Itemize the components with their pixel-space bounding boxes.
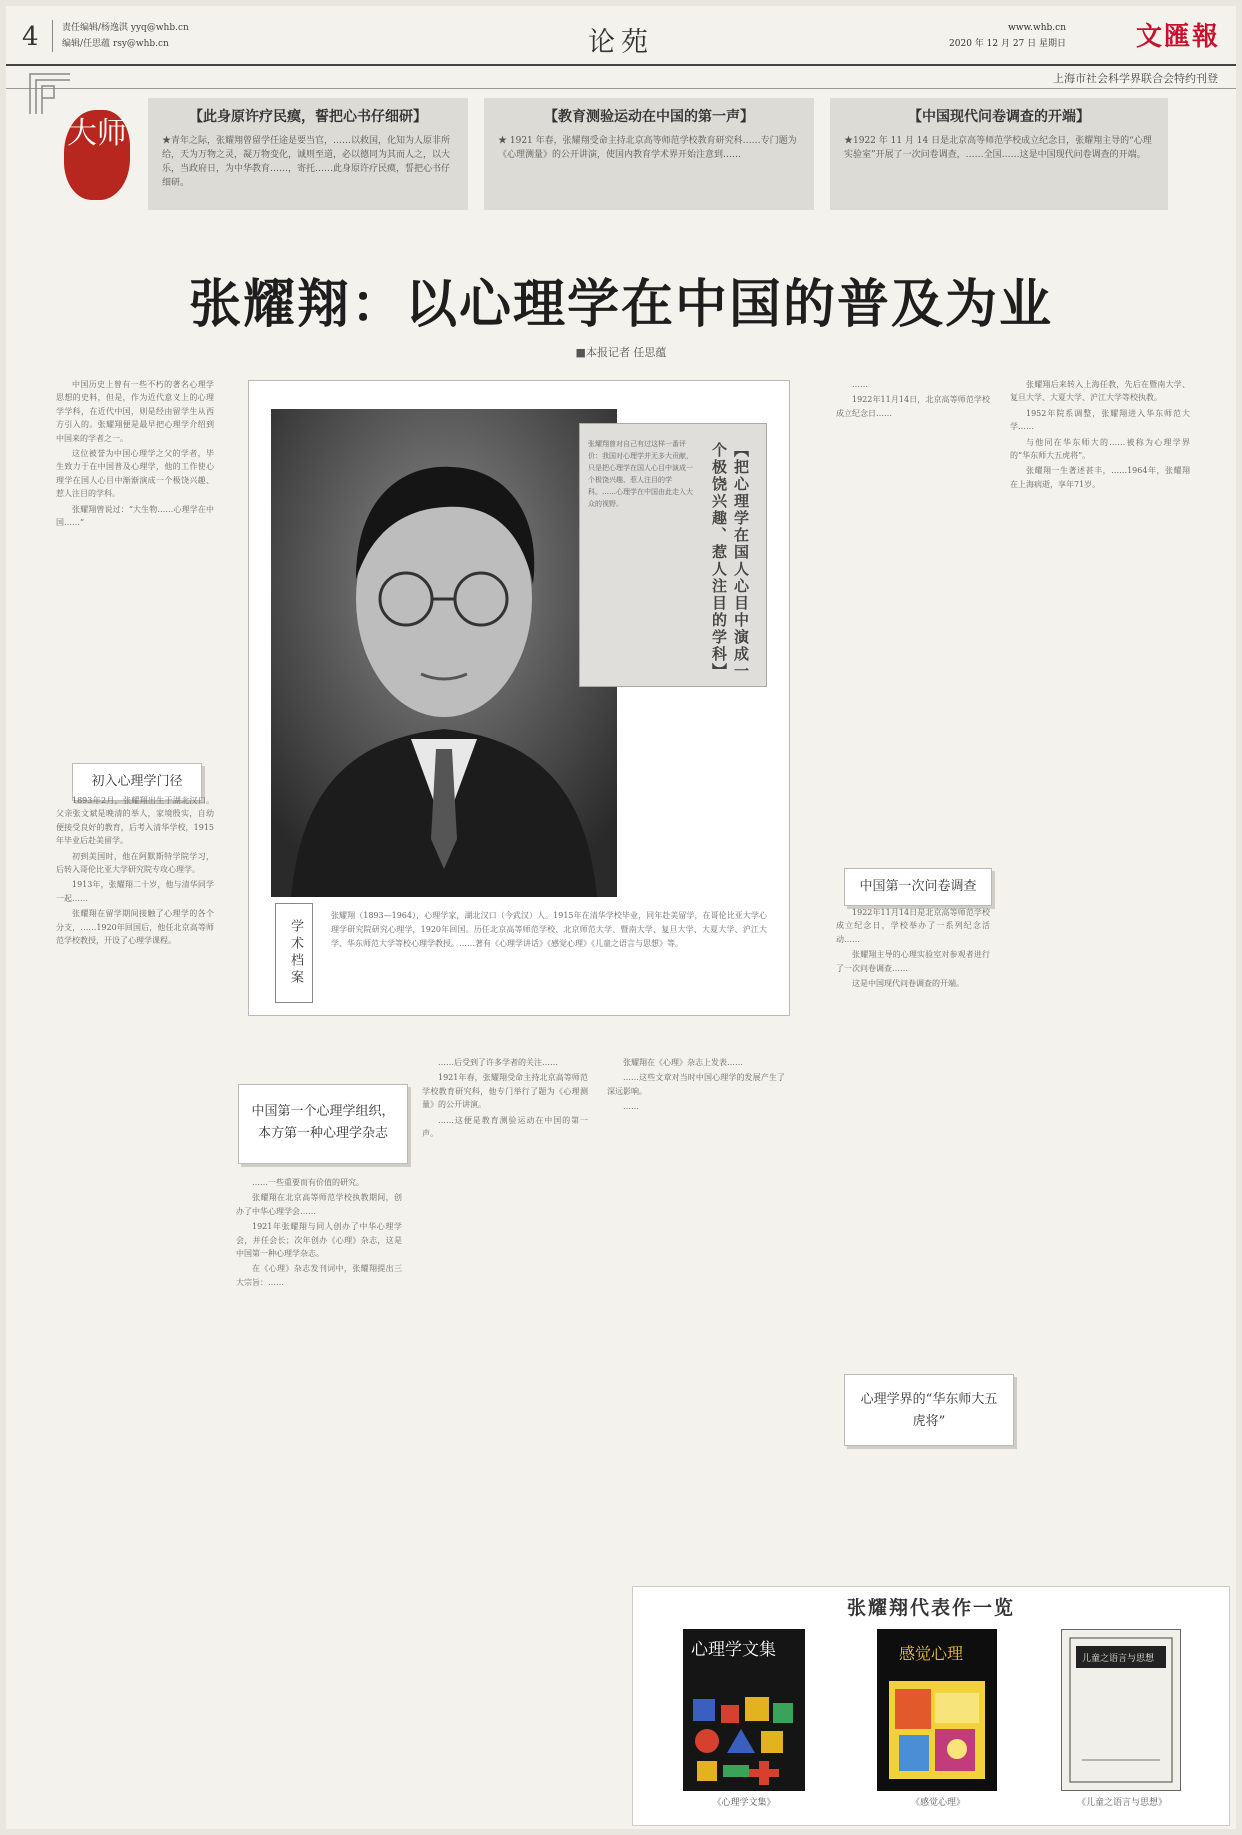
teaser-box	[484, 98, 814, 210]
feature-photo-box	[248, 380, 790, 1016]
paragraph: 这位被誉为中国心理学之父的学者，毕生致力于在中国普及心理学，他的工作使心理学在国人心目中渐渐演成一个极饶兴趣、惹人注目的学科。	[56, 449, 214, 499]
editor-line: 责任编辑/杨逸淇 yyq@whb.cn	[62, 23, 189, 33]
subhead: 中国第一个心理学组织，本方第一种心理学杂志	[238, 1084, 408, 1164]
teaser-box	[148, 98, 468, 210]
teaser-title: 【中国现代问卷调查的开端】	[908, 109, 1090, 125]
article-column	[236, 1176, 402, 1826]
paragraph: 在《心理》杂志发刊词中，张耀翔提出三大宗旨：……	[236, 1264, 402, 1287]
paragraph: 这是中国现代问卷调查的开端。	[852, 979, 964, 989]
article-column	[836, 378, 990, 842]
paragraph: ……后受到了许多学者的关注……	[438, 1058, 558, 1067]
photo-caption: 张耀翔（1893—1964），心理学家，湖北汉口（今武汉）人。1915年在清华学校毕业，同年赴美留学，在哥伦比亚大学心理学研究院研究心理学，1920年回国。历任北京高等师范学校、北京师范大学、暨南大学、复旦大学、大夏大学、沪江大学、华东师范大学等校心理学教授。……著有《心理学讲话》《感觉心理》《儿童之语言与思想》等。	[331, 911, 767, 948]
subhead: 初入心理学门径	[72, 763, 202, 801]
paragraph: 1922年11月14日是北京高等师范学校成立纪念日，学校举办了一系列纪念活动……	[836, 908, 990, 944]
paragraph: 张耀翔主导的心理实验室对参观者进行了一次问卷调查……	[836, 950, 990, 973]
headline: 张耀翔：以心理学在中国的普及为业	[188, 274, 1053, 335]
paragraph: 1913年，张耀翔二十岁，他与清华同学一起……	[56, 880, 214, 903]
paragraph: ……这些文章对当时中国心理学的发展产生了深远影响。	[607, 1073, 785, 1096]
paragraph: 1922年11月14日，北京高等师范学校成立纪念日……	[836, 395, 990, 418]
teaser-title: 【教育测验运动在中国的第一声】	[544, 109, 754, 125]
paragraph: ……一些重要而有价值的研究。	[252, 1178, 364, 1187]
book-caption: 《儿童之语言与思想》	[1076, 1798, 1167, 1808]
master-seal: 大师	[64, 110, 130, 200]
paragraph: 与他同在华东师大的……被称为心理学界的“华东师大五虎将”。	[1010, 437, 1190, 461]
page-number: 4	[22, 22, 39, 52]
paragraph: 初到美国时，他在阿默斯特学院学习，后转入哥伦比亚大学研究院专攻心理学。	[56, 851, 214, 875]
paragraph: ……	[623, 1102, 639, 1112]
pull-quote-text: 张耀翔曾对自己有过这样一番评价：我国对心理学并无多大贡献，只是把心理学在国人心目中演成一个极饶兴趣、惹人注目的学科。……心理学在中国由此走入大众的视野。	[588, 440, 693, 508]
book-cover	[877, 1629, 997, 1791]
teaser-text: ★1922 年 11 月 14 日是北京高等师范学校成立纪念日，张耀翔主导的“心理实验室”开展了一次问卷调查，……全国……这是中国现代问卷调查的开端。	[844, 136, 1152, 160]
book-caption: 《感觉心理》	[910, 1798, 965, 1808]
works-title: 张耀翔代表作一览	[846, 1597, 1015, 1619]
paragraph: 1921年春，张耀翔受命主持北京高等师范学校教育研究科，他专门举行了题为《心理测量》的公开讲演。	[422, 1073, 588, 1110]
book-cover	[1061, 1629, 1181, 1791]
paragraph: 张耀翔曾说过：“大生物……心理学在中国……”	[56, 504, 214, 528]
book-cover-title: 心理学文集	[691, 1640, 776, 1660]
article-column	[607, 1056, 785, 1576]
corner-ornament	[28, 72, 72, 116]
subhead: 中国第一次问卷调查	[844, 868, 992, 906]
teaser-box	[830, 98, 1168, 210]
paragraph: ……这便是教育测验运动在中国的第一声。	[422, 1115, 588, 1139]
book-cover-title: 感觉心理	[899, 1644, 964, 1663]
paragraph: 张耀翔后来转入上海任教，先后在暨南大学、复旦大学、大夏大学、沪江大学等校执教。	[1010, 380, 1190, 403]
editor-line: 编辑/任思蕴 rsy@whb.cn	[62, 39, 169, 49]
paragraph: 1921年张耀翔与同人创办了中华心理学会，并任会长；次年创办《心理》杂志，这是中国第一种心理学杂志。	[236, 1222, 402, 1259]
paragraph: 张耀翔在《心理》杂志上发表……	[623, 1058, 743, 1067]
paragraph: 张耀翔在留学期间接触了心理学的各个分支，……1920年回国后，他任北京高等师范学校教授，开设了心理学课程。	[56, 909, 214, 946]
paragraph: 中国历史上曾有一些不朽的著名心理学思想的史料，但是，作为近代意义上的心理学学科，在近代中国，则是经由留学生从西方引入的。张耀翔便是最早把心理学介绍到中国来的学者之一。	[56, 380, 214, 443]
paragraph: 张耀翔一生著述甚丰，……1964年，张耀翔在上海病逝，享年71岁。	[1010, 466, 1190, 489]
article-column	[836, 906, 990, 1366]
newspaper-logo: 文匯報	[1135, 22, 1220, 52]
book-cover	[683, 1629, 805, 1791]
paragraph: 1893年2月，张耀翔出生于湖北汉口。父亲张文斌是晚清的举人，家境殷实，自幼便接受良好的教育，后考入清华学校，1915年毕业后赴美留学。	[56, 796, 214, 846]
section-title: 论苑	[588, 27, 654, 58]
divider	[6, 88, 1236, 89]
teaser-title: 【此身原许疗民瘼，誓把心书仔细研】	[189, 109, 427, 125]
pull-quote-box	[579, 423, 767, 687]
byline: ■本报记者 任思蕴	[575, 346, 667, 359]
article-column	[56, 378, 214, 756]
subhead: 心理学界的“华东师大五虎将”	[844, 1374, 1014, 1446]
sub-masthead: 上海市社会科学界联合会特约刊登	[1053, 72, 1218, 85]
article-column	[422, 1056, 588, 1576]
issue-date: 2020 年 12 月 27 日 星期日	[949, 39, 1066, 49]
teaser-text: ★青年之际，张耀翔曾留学任途是要当官，……以救国，化知为人原非所给，天为万物之灵，凝万物变化，诚则至道，必以德同为其而人之，以大乐，当政府日，为中华教育……，寄托……此身原许疗民瘼，誓把心书仔细研。	[162, 136, 451, 188]
paragraph: 张耀翔在北京高等师范学校执教期间，创办了中华心理学会……	[236, 1193, 402, 1216]
pull-quote: 【把心理学在国人心目中演成一个极饶兴趣、惹人注目的学科】	[710, 442, 750, 680]
book-caption: 《心理学文集》	[712, 1798, 776, 1808]
paragraph: ……	[852, 380, 868, 389]
teaser-text: ★ 1921 年春，张耀翔受命主持北京高等师范学校教育研究科……专门题为《心理测量》的公开讲演，使国内教育学术界开始注意到……	[498, 136, 797, 160]
masthead	[6, 6, 1236, 66]
archive-label: 学术档案	[275, 903, 313, 1003]
newspaper-page	[6, 6, 1236, 1829]
paragraph: 1952年院系调整，张耀翔进入华东师范大学……	[1010, 408, 1190, 432]
representative-works	[632, 1586, 1230, 1826]
article-column	[1010, 378, 1190, 1554]
portrait-photo	[271, 409, 617, 897]
article-column	[56, 794, 214, 1826]
dateline	[949, 20, 1066, 52]
book-cover-title: 儿童之语言与思想	[1082, 1654, 1155, 1664]
website: www.whb.cn	[1008, 23, 1066, 33]
